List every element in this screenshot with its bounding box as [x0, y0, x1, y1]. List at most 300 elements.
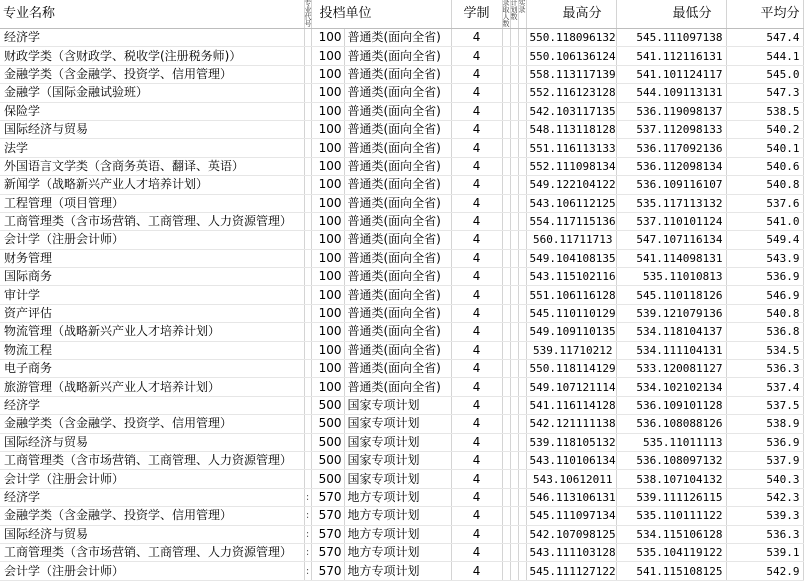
cell-small2[interactable]: [510, 176, 518, 194]
cell-mark[interactable]: [304, 378, 311, 396]
cell-unit[interactable]: 普通类(面向全省): [344, 212, 451, 230]
cell-small1[interactable]: [502, 543, 510, 561]
cell-code[interactable]: 100: [311, 360, 344, 378]
cell-min[interactable]: 534.111104131: [616, 341, 726, 359]
cell-small2[interactable]: [510, 212, 518, 230]
cell-max[interactable]: 551.106116128: [526, 286, 616, 304]
cell-avg[interactable]: 536.8: [726, 323, 803, 341]
cell-min[interactable]: 539.121079136: [616, 304, 726, 322]
cell-small1[interactable]: [502, 194, 510, 212]
cell-avg[interactable]: 540.1: [726, 139, 803, 157]
header-mark[interactable]: 专业代号: [304, 0, 312, 28]
cell-avg[interactable]: 540.8: [726, 176, 803, 194]
cell-max[interactable]: 542.107098125: [526, 525, 616, 543]
cell-mark[interactable]: [304, 286, 311, 304]
cell-small3[interactable]: [518, 231, 526, 249]
cell-mark[interactable]: [304, 102, 311, 120]
cell-small1[interactable]: [502, 341, 510, 359]
cell-small2[interactable]: [510, 525, 518, 543]
cell-small3[interactable]: [518, 543, 526, 561]
cell-major[interactable]: 物流工程: [0, 341, 304, 359]
cell-mark[interactable]: [304, 47, 311, 65]
cell-small1[interactable]: [502, 451, 510, 469]
cell-code[interactable]: 570: [311, 562, 344, 580]
cell-years[interactable]: 4: [451, 286, 502, 304]
cell-avg[interactable]: 540.3: [726, 470, 803, 488]
cell-max[interactable]: 545.111127122: [526, 562, 616, 580]
cell-major[interactable]: 金融学类（含金融学、投资学、信用管理）: [0, 507, 304, 525]
cell-years[interactable]: 4: [451, 249, 502, 267]
cell-min[interactable]: 536.108097132: [616, 451, 726, 469]
cell-small1[interactable]: [502, 396, 510, 414]
cell-small1[interactable]: [502, 360, 510, 378]
header-major[interactable]: 专业名称: [0, 0, 304, 29]
cell-major[interactable]: 财政学类（含财政学、税收学(注册税务师)）: [0, 47, 304, 65]
cell-avg[interactable]: 534.5: [726, 341, 803, 359]
cell-unit[interactable]: 国家专项计划: [344, 415, 451, 433]
cell-small3[interactable]: [518, 29, 526, 47]
cell-years[interactable]: 4: [451, 341, 502, 359]
cell-small1[interactable]: [502, 120, 510, 138]
cell-mark[interactable]: :: [304, 488, 311, 506]
cell-code[interactable]: 100: [311, 304, 344, 322]
cell-small1[interactable]: [502, 249, 510, 267]
cell-years[interactable]: 4: [451, 139, 502, 157]
cell-unit[interactable]: 普通类(面向全省): [344, 47, 451, 65]
cell-avg[interactable]: 537.4: [726, 378, 803, 396]
cell-major[interactable]: 会计学（注册会计师）: [0, 470, 304, 488]
cell-max[interactable]: 543.106112125: [526, 194, 616, 212]
cell-small1[interactable]: [502, 323, 510, 341]
cell-small3[interactable]: [518, 323, 526, 341]
cell-major[interactable]: 工商管理类（含市场营销、工商管理、人力资源管理）: [0, 451, 304, 469]
cell-years[interactable]: 4: [451, 194, 502, 212]
cell-small3[interactable]: [518, 84, 526, 102]
cell-mark[interactable]: [304, 84, 311, 102]
cell-min[interactable]: 533.120081127: [616, 360, 726, 378]
cell-min[interactable]: 539.111126115: [616, 488, 726, 506]
cell-max[interactable]: 546.113106131: [526, 488, 616, 506]
cell-years[interactable]: 4: [451, 451, 502, 469]
cell-small2[interactable]: [510, 360, 518, 378]
cell-mark[interactable]: [304, 194, 311, 212]
cell-mark[interactable]: [304, 323, 311, 341]
cell-avg[interactable]: 541.0: [726, 212, 803, 230]
cell-years[interactable]: 4: [451, 378, 502, 396]
cell-unit[interactable]: 地方专项计划: [344, 562, 451, 580]
cell-small2[interactable]: [510, 249, 518, 267]
cell-years[interactable]: 4: [451, 47, 502, 65]
cell-small2[interactable]: [510, 157, 518, 175]
cell-unit[interactable]: 普通类(面向全省): [344, 157, 451, 175]
header-small3[interactable]: 实录: [518, 0, 526, 29]
cell-avg[interactable]: 544.1: [726, 47, 803, 65]
cell-avg[interactable]: 542.3: [726, 488, 803, 506]
cell-years[interactable]: 4: [451, 212, 502, 230]
cell-code[interactable]: 100: [311, 268, 344, 286]
cell-small3[interactable]: [518, 47, 526, 65]
cell-years[interactable]: 4: [451, 562, 502, 580]
cell-code[interactable]: 100: [311, 139, 344, 157]
cell-small1[interactable]: [502, 286, 510, 304]
cell-min[interactable]: 535.11011113: [616, 433, 726, 451]
cell-unit[interactable]: 普通类(面向全省): [344, 268, 451, 286]
cell-years[interactable]: 4: [451, 323, 502, 341]
cell-unit[interactable]: 普通类(面向全省): [344, 65, 451, 83]
cell-major[interactable]: 金融学（国际金融试验班）: [0, 84, 304, 102]
cell-small1[interactable]: [502, 268, 510, 286]
cell-small3[interactable]: [518, 507, 526, 525]
cell-min[interactable]: 537.112098133: [616, 120, 726, 138]
cell-code[interactable]: 500: [311, 415, 344, 433]
cell-small2[interactable]: [510, 378, 518, 396]
cell-max[interactable]: 558.113117139: [526, 65, 616, 83]
cell-years[interactable]: 4: [451, 543, 502, 561]
cell-code[interactable]: 100: [311, 194, 344, 212]
cell-years[interactable]: 4: [451, 360, 502, 378]
cell-code[interactable]: 100: [311, 231, 344, 249]
cell-small3[interactable]: [518, 120, 526, 138]
cell-min[interactable]: 541.115108125: [616, 562, 726, 580]
cell-small1[interactable]: [502, 304, 510, 322]
cell-years[interactable]: 4: [451, 507, 502, 525]
cell-unit[interactable]: 普通类(面向全省): [344, 286, 451, 304]
cell-mark[interactable]: [304, 433, 311, 451]
cell-years[interactable]: 4: [451, 65, 502, 83]
cell-max[interactable]: 543.115102116: [526, 268, 616, 286]
cell-avg[interactable]: 549.4: [726, 231, 803, 249]
cell-max[interactable]: 542.121111138: [526, 415, 616, 433]
cell-small3[interactable]: [518, 341, 526, 359]
cell-small1[interactable]: [502, 415, 510, 433]
cell-mark[interactable]: [304, 139, 311, 157]
cell-small2[interactable]: [510, 102, 518, 120]
cell-min[interactable]: 534.115106128: [616, 525, 726, 543]
cell-avg[interactable]: 537.5: [726, 396, 803, 414]
cell-code[interactable]: 100: [311, 286, 344, 304]
cell-code[interactable]: 570: [311, 488, 344, 506]
cell-unit[interactable]: 普通类(面向全省): [344, 84, 451, 102]
cell-avg[interactable]: 540.8: [726, 304, 803, 322]
cell-years[interactable]: 4: [451, 120, 502, 138]
cell-mark[interactable]: [304, 341, 311, 359]
cell-unit[interactable]: 地方专项计划: [344, 525, 451, 543]
cell-mark[interactable]: [304, 360, 311, 378]
cell-major[interactable]: 国际商务: [0, 268, 304, 286]
cell-small2[interactable]: [510, 194, 518, 212]
cell-max[interactable]: 539.118105132: [526, 433, 616, 451]
header-unit[interactable]: 投档单位: [311, 0, 451, 29]
cell-major[interactable]: 工程管理（项目管理）: [0, 194, 304, 212]
cell-small3[interactable]: [518, 562, 526, 580]
cell-mark[interactable]: [304, 415, 311, 433]
cell-unit[interactable]: 国家专项计划: [344, 433, 451, 451]
cell-avg[interactable]: 536.3: [726, 525, 803, 543]
cell-max[interactable]: 543.111103128: [526, 543, 616, 561]
cell-code[interactable]: 500: [311, 470, 344, 488]
cell-major[interactable]: 保险学: [0, 102, 304, 120]
cell-small3[interactable]: [518, 304, 526, 322]
cell-avg[interactable]: 536.3: [726, 360, 803, 378]
cell-years[interactable]: 4: [451, 433, 502, 451]
cell-years[interactable]: 4: [451, 470, 502, 488]
cell-unit[interactable]: 普通类(面向全省): [344, 139, 451, 157]
cell-min[interactable]: 535.104119122: [616, 543, 726, 561]
cell-major[interactable]: 金融学类（含金融学、投资学、信用管理）: [0, 415, 304, 433]
cell-small3[interactable]: [518, 360, 526, 378]
cell-code[interactable]: 570: [311, 543, 344, 561]
cell-small3[interactable]: [518, 194, 526, 212]
cell-unit[interactable]: 普通类(面向全省): [344, 120, 451, 138]
cell-small3[interactable]: [518, 378, 526, 396]
cell-avg[interactable]: 536.9: [726, 268, 803, 286]
header-max[interactable]: 最高分: [526, 0, 616, 29]
cell-unit[interactable]: 普通类(面向全省): [344, 304, 451, 322]
cell-major[interactable]: 工商管理类（含市场营销、工商管理、人力资源管理）: [0, 543, 304, 561]
cell-small3[interactable]: [518, 525, 526, 543]
cell-small2[interactable]: [510, 451, 518, 469]
cell-code[interactable]: 100: [311, 65, 344, 83]
cell-mark[interactable]: [304, 470, 311, 488]
cell-mark[interactable]: [304, 212, 311, 230]
cell-major[interactable]: 国际经济与贸易: [0, 433, 304, 451]
cell-min[interactable]: 536.109116107: [616, 176, 726, 194]
cell-min[interactable]: 544.109113131: [616, 84, 726, 102]
cell-small1[interactable]: [502, 157, 510, 175]
cell-min[interactable]: 537.110101124: [616, 212, 726, 230]
cell-small2[interactable]: [510, 304, 518, 322]
cell-small3[interactable]: [518, 268, 526, 286]
cell-years[interactable]: 4: [451, 231, 502, 249]
cell-years[interactable]: 4: [451, 488, 502, 506]
cell-mark[interactable]: [304, 29, 311, 47]
cell-code[interactable]: 100: [311, 212, 344, 230]
cell-max[interactable]: 550.118096132: [526, 29, 616, 47]
cell-max[interactable]: 543.110106134: [526, 451, 616, 469]
cell-min[interactable]: 534.118104137: [616, 323, 726, 341]
cell-major[interactable]: 经济学: [0, 488, 304, 506]
cell-min[interactable]: 535.11010813: [616, 268, 726, 286]
cell-years[interactable]: 4: [451, 396, 502, 414]
cell-small1[interactable]: [502, 84, 510, 102]
cell-major[interactable]: 会计学（注册会计师）: [0, 231, 304, 249]
cell-avg[interactable]: 546.9: [726, 286, 803, 304]
cell-mark[interactable]: [304, 249, 311, 267]
cell-min[interactable]: 541.114098131: [616, 249, 726, 267]
cell-unit[interactable]: 国家专项计划: [344, 451, 451, 469]
cell-small2[interactable]: [510, 139, 518, 157]
cell-small3[interactable]: [518, 488, 526, 506]
cell-mark[interactable]: [304, 120, 311, 138]
cell-small2[interactable]: [510, 47, 518, 65]
cell-min[interactable]: 536.112098134: [616, 157, 726, 175]
cell-small3[interactable]: [518, 65, 526, 83]
cell-major[interactable]: 物流管理（战略新兴产业人才培养计划）: [0, 323, 304, 341]
cell-years[interactable]: 4: [451, 525, 502, 543]
cell-years[interactable]: 4: [451, 268, 502, 286]
cell-small3[interactable]: [518, 139, 526, 157]
cell-avg[interactable]: 545.0: [726, 65, 803, 83]
cell-max[interactable]: 545.111097134: [526, 507, 616, 525]
cell-min[interactable]: 541.112116131: [616, 47, 726, 65]
cell-small1[interactable]: [502, 231, 510, 249]
cell-unit[interactable]: 普通类(面向全省): [344, 378, 451, 396]
cell-mark[interactable]: [304, 65, 311, 83]
cell-major[interactable]: 国际经济与贸易: [0, 525, 304, 543]
cell-min[interactable]: 536.108088126: [616, 415, 726, 433]
cell-small3[interactable]: [518, 176, 526, 194]
cell-small3[interactable]: [518, 249, 526, 267]
cell-max[interactable]: 549.104108135: [526, 249, 616, 267]
cell-max[interactable]: 552.111098134: [526, 157, 616, 175]
cell-unit[interactable]: 普通类(面向全省): [344, 249, 451, 267]
cell-max[interactable]: 542.103117135: [526, 102, 616, 120]
cell-small1[interactable]: [502, 525, 510, 543]
cell-avg[interactable]: 542.9: [726, 562, 803, 580]
cell-years[interactable]: 4: [451, 29, 502, 47]
cell-small2[interactable]: [510, 29, 518, 47]
cell-small2[interactable]: [510, 323, 518, 341]
cell-major[interactable]: 旅游管理（战略新兴产业人才培养计划）: [0, 378, 304, 396]
cell-mark[interactable]: [304, 304, 311, 322]
cell-small2[interactable]: [510, 231, 518, 249]
cell-unit[interactable]: 普通类(面向全省): [344, 360, 451, 378]
cell-mark[interactable]: :: [304, 562, 311, 580]
cell-major[interactable]: 经济学: [0, 29, 304, 47]
cell-max[interactable]: 560.11711713: [526, 231, 616, 249]
cell-small3[interactable]: [518, 470, 526, 488]
cell-unit[interactable]: 地方专项计划: [344, 543, 451, 561]
cell-small3[interactable]: [518, 102, 526, 120]
cell-mark[interactable]: :: [304, 507, 311, 525]
cell-unit[interactable]: 普通类(面向全省): [344, 176, 451, 194]
header-small1[interactable]: 录取人数: [502, 0, 510, 28]
cell-major[interactable]: 资产评估: [0, 304, 304, 322]
cell-unit[interactable]: 普通类(面向全省): [344, 341, 451, 359]
cell-code[interactable]: 500: [311, 433, 344, 451]
cell-code[interactable]: 100: [311, 249, 344, 267]
cell-major[interactable]: 新闻学（战略新兴产业人才培养计划）: [0, 176, 304, 194]
cell-small1[interactable]: [502, 507, 510, 525]
cell-max[interactable]: 550.118114129: [526, 360, 616, 378]
cell-max[interactable]: 552.116123128: [526, 84, 616, 102]
cell-small2[interactable]: [510, 120, 518, 138]
cell-code[interactable]: 100: [311, 323, 344, 341]
header-avg[interactable]: 平均分: [726, 0, 803, 29]
cell-small1[interactable]: [502, 65, 510, 83]
cell-avg[interactable]: 547.3: [726, 84, 803, 102]
cell-small2[interactable]: [510, 84, 518, 102]
cell-small1[interactable]: [502, 29, 510, 47]
cell-mark[interactable]: [304, 451, 311, 469]
cell-small1[interactable]: [502, 433, 510, 451]
cell-small2[interactable]: [510, 286, 518, 304]
cell-major[interactable]: 工商管理类（含市场营销、工商管理、人力资源管理）: [0, 212, 304, 230]
cell-years[interactable]: 4: [451, 84, 502, 102]
cell-small2[interactable]: [510, 415, 518, 433]
cell-small1[interactable]: [502, 488, 510, 506]
cell-small3[interactable]: [518, 286, 526, 304]
cell-code[interactable]: 500: [311, 396, 344, 414]
cell-avg[interactable]: 539.1: [726, 543, 803, 561]
cell-small1[interactable]: [502, 47, 510, 65]
cell-small3[interactable]: [518, 157, 526, 175]
cell-years[interactable]: 4: [451, 304, 502, 322]
cell-small1[interactable]: [502, 562, 510, 580]
cell-code[interactable]: 100: [311, 102, 344, 120]
cell-avg[interactable]: 540.2: [726, 120, 803, 138]
cell-max[interactable]: 548.113118128: [526, 120, 616, 138]
cell-unit[interactable]: 国家专项计划: [344, 396, 451, 414]
cell-mark[interactable]: [304, 268, 311, 286]
cell-years[interactable]: 4: [451, 176, 502, 194]
cell-major[interactable]: 财务管理: [0, 249, 304, 267]
cell-small2[interactable]: [510, 65, 518, 83]
cell-avg[interactable]: 538.9: [726, 415, 803, 433]
cell-avg[interactable]: 547.4: [726, 29, 803, 47]
cell-min[interactable]: 536.109101128: [616, 396, 726, 414]
cell-major[interactable]: 经济学: [0, 396, 304, 414]
cell-max[interactable]: 549.107121114: [526, 378, 616, 396]
cell-max[interactable]: 551.116113133: [526, 139, 616, 157]
cell-small2[interactable]: [510, 470, 518, 488]
cell-small1[interactable]: [502, 102, 510, 120]
header-small2[interactable]: 计划数: [510, 0, 518, 29]
cell-code[interactable]: 100: [311, 176, 344, 194]
cell-small1[interactable]: [502, 212, 510, 230]
cell-code[interactable]: 100: [311, 378, 344, 396]
cell-unit[interactable]: 普通类(面向全省): [344, 29, 451, 47]
cell-min[interactable]: 545.111097138: [616, 29, 726, 47]
cell-min[interactable]: 536.119098137: [616, 102, 726, 120]
cell-max[interactable]: 549.122104122: [526, 176, 616, 194]
cell-mark[interactable]: :: [304, 525, 311, 543]
cell-unit[interactable]: 国家专项计划: [344, 470, 451, 488]
cell-years[interactable]: 4: [451, 415, 502, 433]
cell-small2[interactable]: [510, 543, 518, 561]
cell-max[interactable]: 554.117115136: [526, 212, 616, 230]
cell-avg[interactable]: 540.6: [726, 157, 803, 175]
cell-max[interactable]: 541.116114128: [526, 396, 616, 414]
cell-code[interactable]: 100: [311, 341, 344, 359]
cell-min[interactable]: 547.107116134: [616, 231, 726, 249]
cell-max[interactable]: 550.106136124: [526, 47, 616, 65]
cell-code[interactable]: 100: [311, 120, 344, 138]
cell-max[interactable]: 549.109110135: [526, 323, 616, 341]
cell-code[interactable]: 100: [311, 84, 344, 102]
cell-code[interactable]: 570: [311, 525, 344, 543]
cell-avg[interactable]: 537.6: [726, 194, 803, 212]
cell-mark[interactable]: :: [304, 543, 311, 561]
cell-min[interactable]: 541.101124117: [616, 65, 726, 83]
cell-major[interactable]: 审计学: [0, 286, 304, 304]
cell-min[interactable]: 536.117092136: [616, 139, 726, 157]
cell-major[interactable]: 会计学（注册会计师）: [0, 562, 304, 580]
cell-major[interactable]: 电子商务: [0, 360, 304, 378]
cell-unit[interactable]: 普通类(面向全省): [344, 231, 451, 249]
cell-small2[interactable]: [510, 433, 518, 451]
cell-small1[interactable]: [502, 139, 510, 157]
cell-small2[interactable]: [510, 507, 518, 525]
cell-small2[interactable]: [510, 396, 518, 414]
cell-small1[interactable]: [502, 378, 510, 396]
cell-avg[interactable]: 536.9: [726, 433, 803, 451]
cell-small3[interactable]: [518, 212, 526, 230]
cell-mark[interactable]: [304, 396, 311, 414]
cell-small3[interactable]: [518, 451, 526, 469]
cell-small2[interactable]: [510, 341, 518, 359]
cell-min[interactable]: 534.102102134: [616, 378, 726, 396]
